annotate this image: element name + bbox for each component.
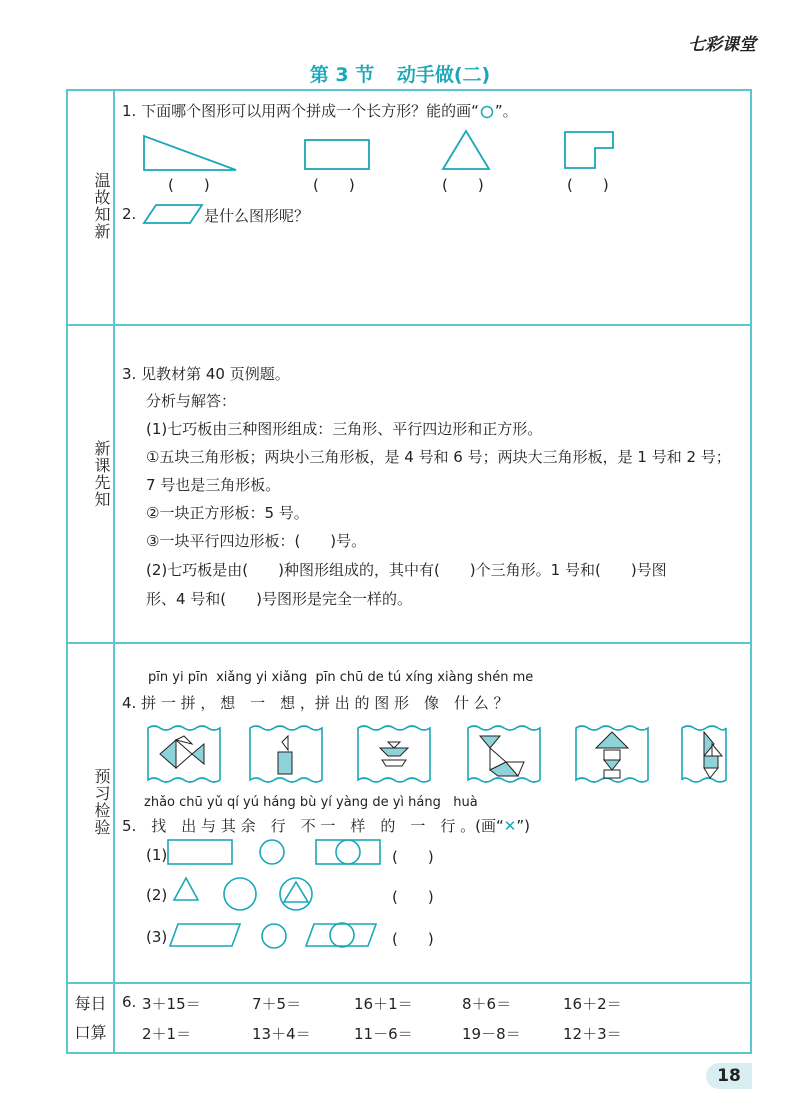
q5-row-1-label: (1) [146, 846, 168, 864]
q3-line-3: (1)七巧板由三种图形组成：三角形、平行四边形和正方形。 [146, 420, 543, 438]
q2-prefix: 2. [122, 205, 137, 223]
pinyin: xiǎng [271, 670, 308, 685]
q1-text [122, 100, 518, 121]
section-label-check: 预习检验 [92, 768, 111, 836]
q6-eq-10[interactable]: 12＋3＝ [563, 1025, 622, 1043]
pinyin: pīn [187, 670, 208, 685]
q1-answer-4[interactable]: ( ) [567, 176, 609, 194]
pinyin: háng [263, 795, 296, 810]
q5-prompt: 5. 找 出 与 其 余 行 不 一 样 的 一 行 。(画“ [122, 817, 504, 835]
pinyin: yàng [336, 795, 369, 810]
pinyin: háng [408, 795, 441, 810]
pinyin: pīn [148, 670, 169, 685]
section-label-review: 温故知新 [92, 172, 111, 240]
q2-text: 是什么图形呢？ [204, 207, 310, 225]
q6-eq-2[interactable]: 7＋5＝ [252, 995, 302, 1013]
q6-eq-4[interactable]: 8＋6＝ [462, 995, 512, 1013]
section-title: 动手做(二) [396, 64, 491, 86]
section-label-daily-b: 口算 [74, 1023, 107, 1042]
q6-eq-9[interactable]: 19－8＝ [462, 1025, 521, 1043]
q5-row-2-label: (2) [146, 886, 168, 904]
pinyin: chū [179, 795, 203, 810]
q5-row-3-label: (3) [146, 928, 168, 946]
q1-answer-2[interactable]: ( ) [313, 176, 355, 194]
pinyin: yú [243, 795, 259, 810]
pinyin: de [372, 795, 389, 810]
q3-line-7: ③一块平行四边形板：( )号。 [146, 532, 367, 550]
section-number: 第 3 节 [309, 64, 375, 86]
circle-icon [479, 105, 495, 119]
pinyin: yǔ [206, 795, 223, 810]
divider-3 [66, 982, 752, 984]
pinyin: bù [299, 795, 317, 810]
pinyin: me [512, 670, 534, 685]
page-number: 18 [706, 1063, 752, 1089]
pinyin: huà [453, 795, 478, 810]
q4-text: 4. 拼 一 拼 ， 想 一 想 ，拼 出 的 图 形 像 什 么 ？ [122, 694, 509, 712]
q1-prompt: 1. 下面哪个图形可以用两个拼成一个长方形？能的画“ [122, 102, 479, 120]
section-label-daily-a: 每日 [74, 994, 107, 1013]
q6-eq-8[interactable]: 11－6＝ [354, 1025, 413, 1043]
q1-answer-3[interactable]: ( ) [442, 176, 484, 194]
q5-answer-2[interactable]: ( ) [392, 888, 434, 906]
q3-line-2: 分析与解答： [146, 392, 237, 410]
q3-line-5: 7 号也是三角形板。 [146, 476, 281, 494]
pinyin: tú [387, 670, 402, 685]
pinyin: yì [392, 795, 405, 810]
q5-answer-3[interactable]: ( ) [392, 930, 434, 948]
pinyin: yí [320, 795, 332, 810]
q4-pinyin [148, 670, 533, 685]
q5-answer-1[interactable]: ( ) [392, 848, 434, 866]
q1-answer-1[interactable]: ( ) [168, 176, 210, 194]
pinyin: zhǎo [144, 795, 175, 810]
q5-shapes [166, 832, 386, 964]
rectangle-shape [304, 139, 370, 170]
q6-eq-5[interactable]: 16＋2＝ [563, 995, 622, 1013]
pinyin: xíng [405, 670, 434, 685]
pinyin: qí [226, 795, 239, 810]
pinyin: de [367, 670, 384, 685]
pinyin: xiǎng [216, 670, 252, 685]
q5-pinyin [144, 795, 478, 810]
pinyin: xiàng [437, 670, 474, 685]
pinyin: shén [477, 670, 509, 685]
q3-line-1: 3. 见教材第 40 页例题。 [122, 365, 290, 383]
page-title [0, 60, 800, 87]
pinyin: yi [255, 670, 268, 685]
q6-prefix: 6. [122, 993, 137, 1011]
q6-eq-3[interactable]: 16＋1＝ [354, 995, 413, 1013]
q5-prompt-end: ”) [516, 817, 530, 835]
pinyin: yi [172, 670, 184, 685]
q3-line-4: ①五块三角形板；两块小三角形板，是 4 号和 6 号；两块大三角形板，是 1 号和 2 号； [146, 448, 731, 466]
q3-line-6: ②一块正方形板：5 号。 [146, 504, 309, 522]
triangle-shape [441, 129, 491, 171]
q3-line-8: (2)七巧板是由( )种图形组成的，其中有( )个三角形。1 号和( )号图 [146, 561, 667, 579]
q6-eq-1[interactable]: 3＋15＝ [142, 995, 201, 1013]
pinyin: chū [339, 670, 364, 685]
pinyin: pīn [315, 670, 336, 685]
q3-line-9: 形、4 号和( )号图形是完全一样的。 [146, 590, 413, 608]
cross-icon: ✕ [503, 817, 517, 835]
section-label-preview: 新课先知 [92, 440, 111, 508]
brand-logo: 七彩课堂 [688, 35, 756, 55]
label-column-divider [113, 89, 115, 1054]
divider-1 [66, 324, 752, 326]
q1-prompt-end: ”。 [494, 102, 518, 120]
parallelogram-shape [142, 203, 204, 225]
l-shape [563, 130, 615, 170]
divider-2 [66, 642, 752, 644]
q6-eq-6[interactable]: 2＋1＝ [142, 1025, 192, 1043]
tangram-pictures [146, 722, 728, 786]
q6-eq-7[interactable]: 13＋4＝ [252, 1025, 311, 1043]
right-triangle-shape [142, 134, 238, 172]
